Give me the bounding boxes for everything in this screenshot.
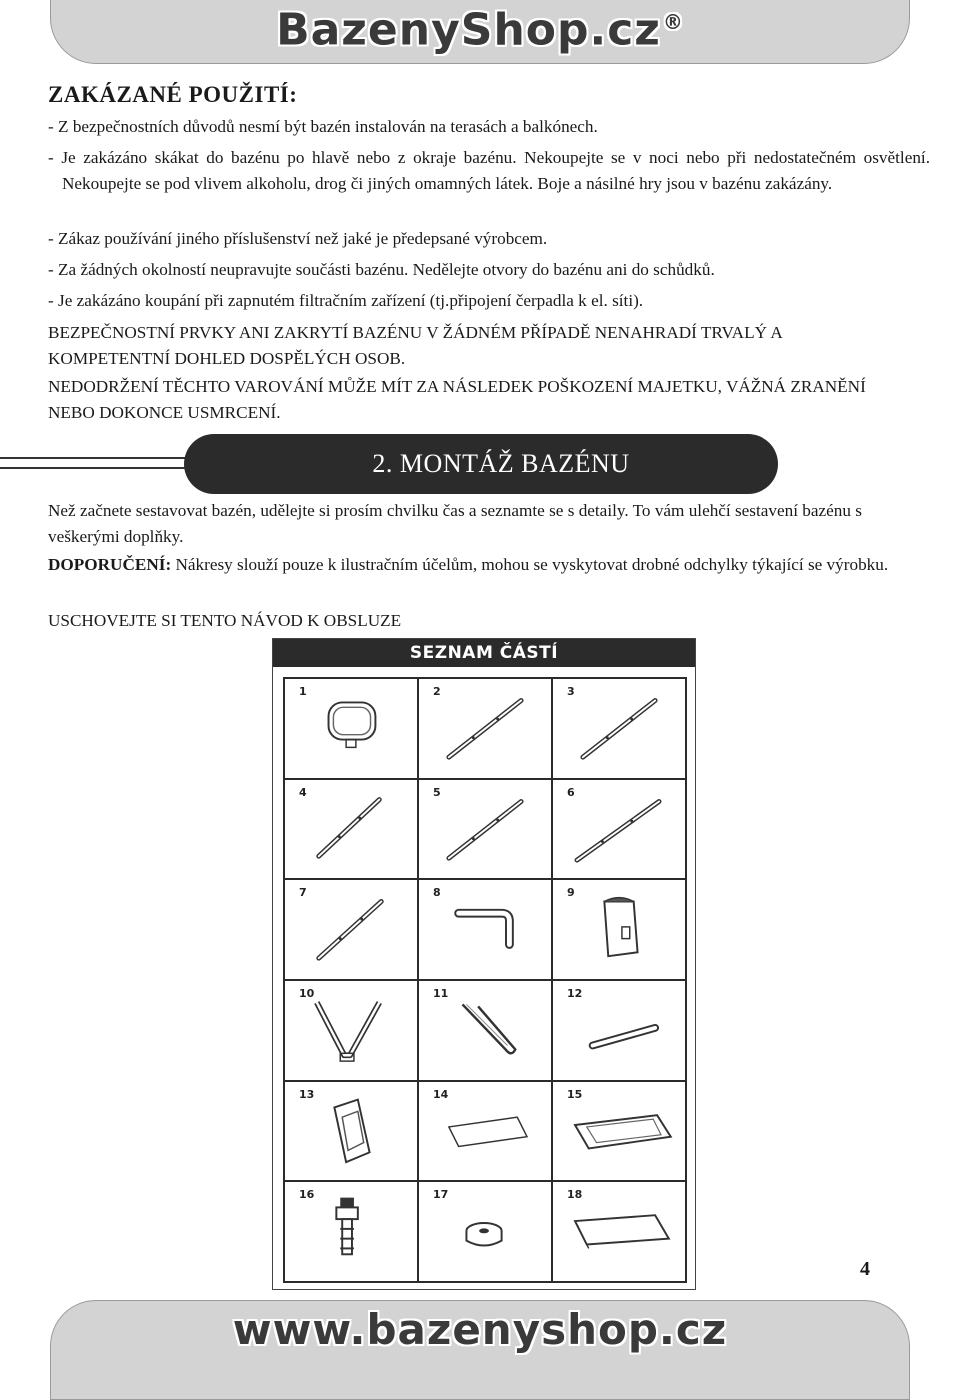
part-number: 18 bbox=[567, 1188, 583, 1202]
part-cell bbox=[419, 679, 553, 780]
divider-line bbox=[0, 457, 200, 459]
section-banner bbox=[184, 434, 778, 494]
top-rail-icon bbox=[419, 780, 551, 879]
part-number: 17 bbox=[433, 1188, 449, 1202]
part-number: 6 bbox=[567, 785, 575, 799]
rule-item: - Za žádných okolností neupravujte součásti bazénu. Nedělejte otvory do bazénu ani do schůdků. bbox=[48, 260, 715, 279]
cover-icon bbox=[553, 1182, 685, 1281]
divider-line bbox=[0, 467, 200, 469]
page-number: 4 bbox=[860, 1258, 870, 1280]
brand-name: BazenyShop.cz bbox=[276, 5, 661, 56]
part-number: 12 bbox=[567, 986, 583, 1000]
part-cell bbox=[553, 880, 687, 981]
part-number: 7 bbox=[299, 886, 307, 900]
part-number: 5 bbox=[433, 785, 441, 799]
rule-item: - Z bezpečnostních důvodů nesmí být bazén instalován na terasách a balkónech. bbox=[48, 117, 598, 136]
part-cell bbox=[285, 1082, 419, 1183]
drain-valve-icon bbox=[285, 1182, 417, 1281]
v-support-icon bbox=[285, 981, 417, 1080]
part-cell bbox=[419, 981, 553, 1082]
top-rail-icon bbox=[419, 679, 551, 778]
ground-cloth-icon bbox=[419, 1082, 551, 1181]
part-number: 1 bbox=[299, 685, 307, 698]
part-cell bbox=[553, 981, 687, 1082]
part-cell bbox=[553, 780, 687, 881]
safety-warning: NEDODRŽENÍ TĚCHTO VAROVÁNÍ MŮŽE MÍT ZA NÁSLEDEK POŠKOZENÍ MAJETKU, VÁŽNÁ ZRANĚNÍ NEBO DOKONCE USMRCENÍ. bbox=[48, 377, 866, 422]
part-cell bbox=[285, 780, 419, 881]
part-cell bbox=[553, 1182, 687, 1283]
pool-liner-icon bbox=[553, 1082, 685, 1181]
leg-elbow-icon bbox=[419, 880, 551, 979]
header-banner bbox=[50, 0, 910, 64]
registered-mark: ® bbox=[662, 10, 684, 35]
footer-banner bbox=[50, 1300, 910, 1400]
top-rail-icon bbox=[553, 780, 685, 879]
part-cell bbox=[419, 1182, 553, 1283]
part-number: 13 bbox=[299, 1087, 315, 1101]
part-cell bbox=[419, 1082, 553, 1183]
part-cell bbox=[419, 780, 553, 881]
intro-text: Než začnete sestavovat bazén, udělejte si prosím chvilku čas a seznamte se s detaily. To vám ulehčí sestavení bazénu s veškerými doplňky. bbox=[48, 501, 862, 546]
section-title: 2. MONTÁŽ BAZÉNU bbox=[372, 449, 630, 478]
part-cell bbox=[553, 679, 687, 780]
top-rail-connector-icon bbox=[285, 679, 417, 778]
part-number: 4 bbox=[299, 785, 307, 799]
parts-list bbox=[272, 638, 696, 1290]
brand-logo bbox=[276, 0, 684, 55]
part-cell bbox=[285, 981, 419, 1082]
parts-grid bbox=[283, 677, 687, 1283]
recommendation-label: DOPORUČENÍ: bbox=[48, 555, 172, 574]
top-rail-icon bbox=[285, 880, 417, 979]
part-number: 10 bbox=[299, 986, 315, 1000]
base-plate-icon bbox=[285, 1082, 417, 1181]
part-cell bbox=[285, 679, 419, 780]
recommendation-text: Nákresy slouží pouze k ilustračním účelům, mohou se vyskytovat drobné odchylky týkající se výrobku. bbox=[171, 555, 889, 574]
rule-item: - Zákaz používání jiného příslušenství než jaké je předepsané výrobcem. bbox=[48, 229, 548, 248]
part-number: 16 bbox=[299, 1188, 315, 1202]
part-number: 2 bbox=[433, 685, 441, 698]
u-pin-icon bbox=[419, 981, 551, 1080]
part-cell bbox=[285, 880, 419, 981]
prohibited-use-heading: ZAKÁZANÉ POUŽITÍ: bbox=[48, 82, 298, 107]
part-number: 11 bbox=[433, 986, 449, 1000]
recommendation bbox=[48, 552, 916, 578]
footer-url[interactable]: www.bazenyshop.cz bbox=[232, 1305, 728, 1354]
leg-cap-icon bbox=[553, 880, 685, 979]
part-cell bbox=[419, 880, 553, 981]
part-cell bbox=[285, 1182, 419, 1283]
part-number: 3 bbox=[567, 685, 575, 698]
tape-roll-icon bbox=[419, 1182, 551, 1281]
part-number: 9 bbox=[567, 886, 575, 900]
safety-warning: BEZPEČNOSTNÍ PRVKY ANI ZAKRYTÍ BAZÉNU V ŽÁDNÉM PŘÍPADĚ NENAHRADÍ TRVALÝ A KOMPETENTNÍ DOHLED DOSPĚLÝCH OSOB. bbox=[48, 323, 782, 368]
part-number: 8 bbox=[433, 886, 441, 900]
part-number: 14 bbox=[433, 1087, 449, 1101]
parts-list-title: SEZNAM ČÁSTÍ bbox=[273, 639, 695, 667]
keep-manual-note: USCHOVEJTE SI TENTO NÁVOD K OBSLUZE bbox=[48, 611, 402, 630]
top-rail-icon bbox=[285, 780, 417, 879]
rod-icon bbox=[553, 981, 685, 1080]
part-number: 15 bbox=[567, 1087, 583, 1101]
rule-item: - Je zakázáno skákat do bazénu po hlavě nebo z okraje bazénu. Nekoupejte se v noci nebo při nedostatečném osvětlení. Nekoupejte se pod vlivem alkoholu, drog či jiných omamných látek. Boje a násilné hry jsou v bazénu zakázány. bbox=[48, 148, 930, 193]
top-rail-icon bbox=[553, 679, 685, 778]
rule-item: - Je zakázáno koupání při zapnutém filtračním zařízení (tj.připojení čerpadla k el. síti). bbox=[48, 291, 644, 310]
part-cell bbox=[553, 1082, 687, 1183]
